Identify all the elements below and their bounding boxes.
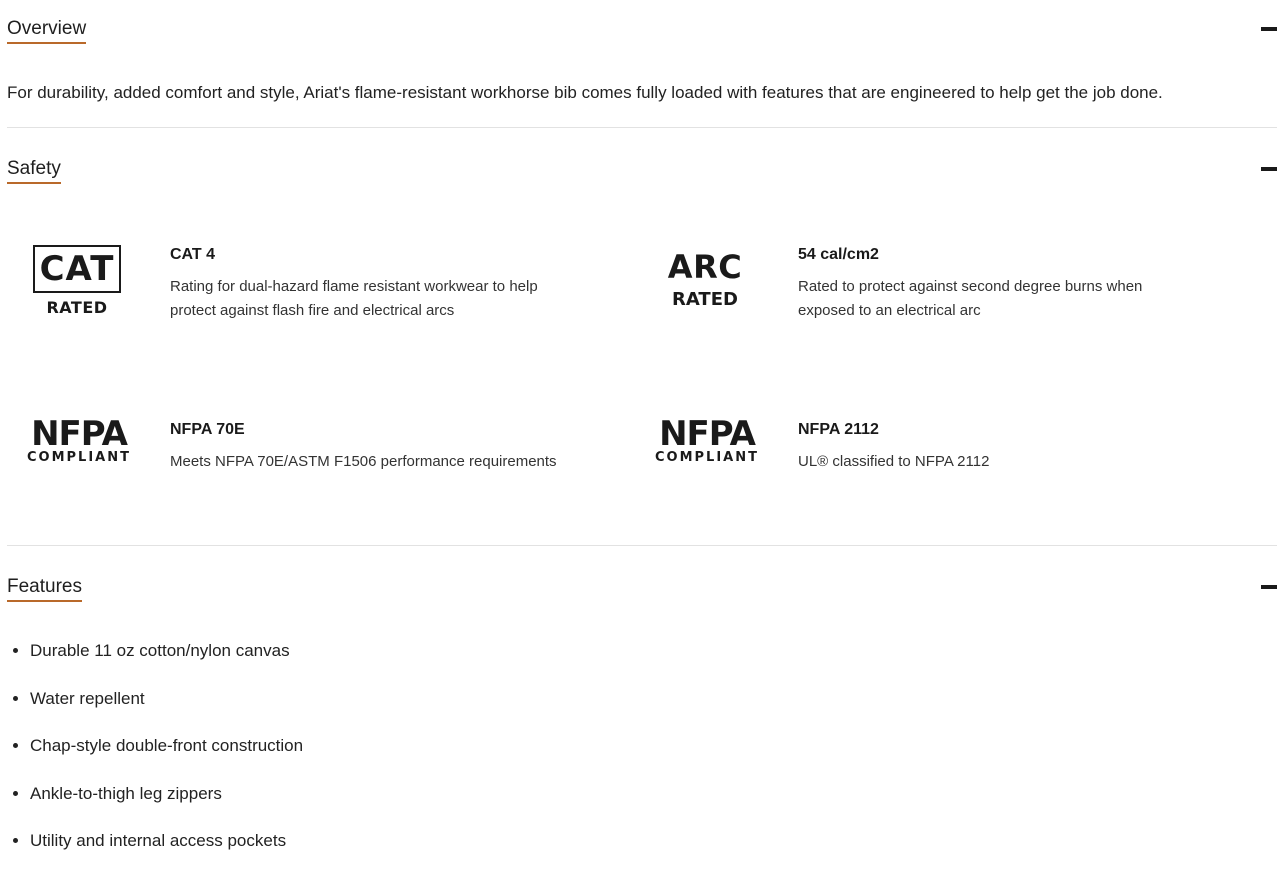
nfpa-badge-main: NFPA xyxy=(659,414,755,454)
features-title: Features xyxy=(7,576,82,602)
safety-item-desc: UL® classified to NFPA 2112 xyxy=(798,453,990,470)
bullet-icon xyxy=(13,791,18,796)
safety-item-title: NFPA 2112 xyxy=(798,421,879,438)
nfpa-badge-sub: COMPLIANT xyxy=(655,450,759,465)
list-item xyxy=(7,735,303,783)
safety-item-nfpa-2112 xyxy=(655,414,1255,540)
overview-text: For durability, added comfort and style, Ariat's flame-resistant workhorse bib comes fully loaded with features that are engineered to help get the job done. xyxy=(7,83,1163,102)
bullet-icon xyxy=(13,743,18,748)
safety-header[interactable] xyxy=(7,150,1277,190)
safety-item-nfpa-70e xyxy=(27,414,627,540)
safety-item-title: NFPA 70E xyxy=(170,421,245,438)
list-item xyxy=(7,688,303,736)
bullet-icon xyxy=(13,696,18,701)
safety-title: Safety xyxy=(7,158,61,184)
feature-text: Ankle-to-thigh leg zippers xyxy=(30,783,222,803)
divider xyxy=(7,545,1277,546)
arc-rated-badge-icon xyxy=(655,245,765,325)
bullet-icon xyxy=(13,648,18,653)
overview-title: Overview xyxy=(7,18,86,44)
safety-item-arc xyxy=(655,245,1255,365)
feature-text: Durable 11 oz cotton/nylon canvas xyxy=(30,641,290,660)
nfpa-badge-main: NFPA xyxy=(31,414,127,454)
overview-collapse-icon[interactable] xyxy=(1261,27,1277,31)
safety-collapse-icon[interactable] xyxy=(1261,167,1277,171)
overview-header[interactable] xyxy=(7,10,1277,50)
feature-text: Utility and internal access pockets xyxy=(30,831,287,850)
list-item xyxy=(7,830,303,878)
features-header[interactable] xyxy=(7,568,1277,608)
arc-badge-sub: RATED xyxy=(672,289,738,310)
list-item xyxy=(7,783,303,831)
cat-badge-main: CAT xyxy=(33,245,121,293)
feature-text: Water repellent xyxy=(30,688,145,708)
safety-item-title: 54 cal/cm2 xyxy=(798,246,879,263)
features-collapse-icon[interactable] xyxy=(1261,585,1277,589)
list-item xyxy=(7,640,303,688)
safety-item-title: CAT 4 xyxy=(170,246,216,263)
nfpa-badge-sub: COMPLIANT xyxy=(27,450,131,465)
safety-item-cat xyxy=(27,245,627,365)
safety-item-desc: Rating for dual-hazard flame resistant workwear to help protect against flash fire and electrical arcs xyxy=(170,278,538,319)
features-list xyxy=(7,640,303,878)
cat-badge-sub: RATED xyxy=(46,298,108,317)
bullet-icon xyxy=(13,838,18,843)
feature-text: Chap-style double-front construction xyxy=(30,736,304,755)
safety-item-desc: Rated to protect against second degree burns when exposed to an electrical arc xyxy=(798,278,1143,319)
safety-item-desc: Meets NFPA 70E/ASTM F1506 performance requirements xyxy=(170,453,557,470)
nfpa-compliant-badge-icon xyxy=(27,416,137,496)
arc-badge-main: ARC xyxy=(667,248,743,286)
divider xyxy=(7,127,1277,128)
cat-rated-badge-icon xyxy=(27,245,137,325)
nfpa-compliant-badge-icon xyxy=(655,416,765,496)
